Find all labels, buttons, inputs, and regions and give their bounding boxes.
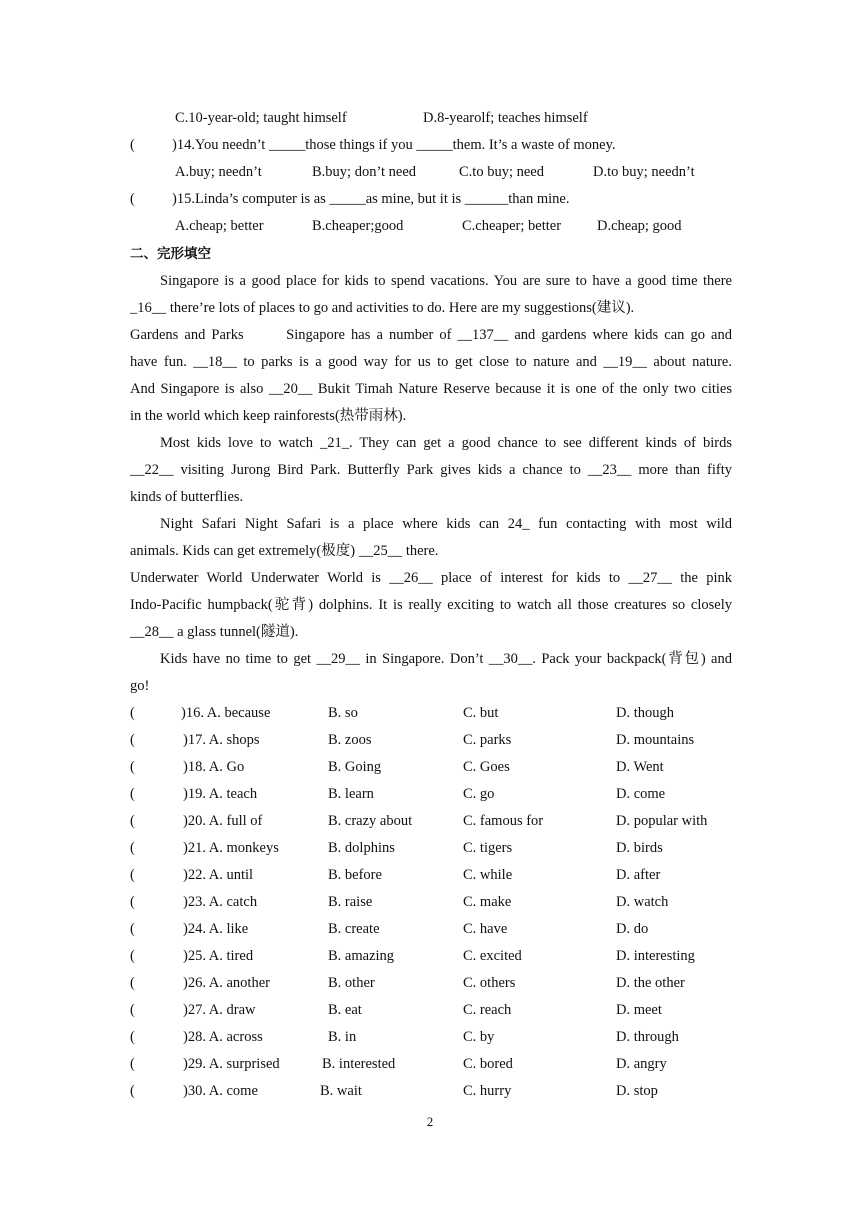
question-option-c: C. go	[463, 786, 495, 802]
question-row	[0, 1001, 860, 1019]
question-option-d: D. watch	[616, 894, 669, 910]
question-row	[0, 812, 860, 830]
question-option-d: D. interesting	[616, 948, 695, 964]
question-option-c: C. by	[463, 1029, 495, 1045]
question-option-a: )22. A. until	[183, 867, 254, 883]
question-row	[0, 785, 860, 803]
answer-paren: (	[130, 867, 135, 883]
question-option-b: B. before	[328, 867, 382, 883]
answer-paren: (	[130, 813, 135, 829]
question-option-a: )25. A. tired	[183, 948, 254, 964]
question-option-b: B. so	[328, 705, 358, 721]
answer-paren: (	[130, 786, 135, 802]
question-row	[0, 1028, 860, 1046]
q13-option-d: D.8-yearolf; teaches himself	[423, 110, 588, 126]
question-option-c: C. parks	[463, 732, 512, 748]
question-option-b: B. learn	[328, 786, 374, 802]
question-option-a: )23. A. catch	[183, 894, 258, 910]
question-row	[0, 758, 860, 776]
passage-line: _16__ there’re lots of places to go and activities to do. Here are my suggestions(建议).	[130, 300, 635, 316]
question-option-d: D. do	[616, 921, 649, 937]
q14-stem-row	[0, 136, 860, 154]
q14-stem: )14.You needn’t _____those things if you _____them. It’s a waste of money.	[172, 137, 616, 153]
question-option-d: D. after	[616, 867, 661, 883]
q13-option-c: C.10-year-old; taught himself	[175, 110, 347, 126]
question-option-c: C. have	[463, 921, 508, 937]
q14-option-b: B.buy; don’t need	[312, 164, 417, 180]
answer-paren: (	[130, 1029, 135, 1045]
passage-line: go!	[130, 678, 150, 694]
passage-line: Night Safari Night Safari is a place where kids can 24_ fun contacting with most wild	[160, 516, 732, 532]
question-option-d: D. birds	[616, 840, 663, 856]
question-option-b: B. wait	[320, 1083, 362, 1099]
q15-stem: )15.Linda’s computer is as _____as mine, but it is ______than mine.	[172, 191, 570, 207]
passage-line: animals. Kids can get extremely(极度) __25__ there.	[130, 543, 439, 559]
passage-line: Underwater World Underwater World is __26__ place of interest for kids to __27__ the pink	[130, 570, 732, 586]
passage-line: Indo-Pacific humpback(驼背) dolphins. It is really exciting to watch all those creatures so closely	[130, 597, 732, 613]
question-option-a: )19. A. teach	[183, 786, 258, 802]
question-option-d: D. Went	[616, 759, 664, 775]
question-option-b: B. amazing	[328, 948, 395, 964]
passage-line: in the world which keep rainforests(热带雨林).	[130, 408, 407, 424]
section-title: 二、完形填空	[130, 246, 211, 262]
passage-line: kinds of butterflies.	[130, 489, 244, 505]
question-option-c: C. while	[463, 867, 513, 883]
question-row	[0, 1055, 860, 1073]
question-option-d: D. meet	[616, 1002, 662, 1018]
passage-line: Most kids love to watch _21_. They can get a good chance to see different kinds of birds	[160, 435, 732, 451]
question-row	[0, 947, 860, 965]
q13-options	[0, 109, 860, 127]
passage-line: have fun. __18__ to parks is a good way for us to get close to nature and __19__ about nature.	[130, 354, 732, 370]
answer-paren: (	[130, 705, 135, 721]
answer-paren: (	[130, 1002, 135, 1018]
question-row	[0, 731, 860, 749]
question-option-a: )29. A. surprised	[183, 1056, 280, 1072]
question-option-c: C. famous for	[463, 813, 544, 829]
q15-option-a: A.cheap; better	[175, 218, 264, 234]
question-option-a: )21. A. monkeys	[183, 840, 279, 856]
question-row	[0, 974, 860, 992]
question-option-b: B. dolphins	[328, 840, 395, 856]
question-option-c: C. make	[463, 894, 512, 910]
question-option-a: )28. A. across	[183, 1029, 263, 1045]
question-row	[0, 704, 860, 722]
answer-paren: (	[130, 948, 135, 964]
question-row	[0, 893, 860, 911]
passage-line: __22__ visiting Jurong Bird Park. Butterfly Park gives kids a chance to __23__ more than fifty	[130, 462, 732, 478]
question-row	[0, 920, 860, 938]
question-row	[0, 1082, 860, 1100]
question-option-b: B. in	[328, 1029, 357, 1045]
question-option-d: D. through	[616, 1029, 679, 1045]
question-option-a: )27. A. draw	[183, 1002, 256, 1018]
answer-paren: (	[130, 1083, 135, 1099]
q14-options	[0, 163, 860, 181]
answer-paren: (	[130, 759, 135, 775]
question-option-c: C. hurry	[463, 1083, 512, 1099]
question-option-b: B. crazy about	[328, 813, 413, 829]
passage-line: Singapore is a good place for kids to spend vacations. You are sure to have a good time there	[160, 273, 732, 289]
question-row	[0, 866, 860, 884]
answer-paren: (	[130, 732, 135, 748]
answer-paren: (	[130, 840, 135, 856]
question-option-c: C. but	[463, 705, 499, 721]
question-option-d: D. come	[616, 786, 666, 802]
answer-paren: (	[130, 1056, 135, 1072]
question-option-c: C. bored	[463, 1056, 513, 1072]
question-option-b: B. Going	[328, 759, 382, 775]
question-option-c: C. others	[463, 975, 516, 991]
question-option-b: B. eat	[328, 1002, 362, 1018]
question-option-a: )20. A. full of	[183, 813, 263, 829]
passage-line: And Singapore is also __20__ Bukit Timah Nature Reserve because it is one of the only two cities	[130, 381, 732, 397]
question-option-d: D. the other	[616, 975, 685, 991]
q15-option-d: D.cheap; good	[597, 218, 682, 234]
question-option-a: )26. A. another	[183, 975, 270, 991]
question-option-d: D. angry	[616, 1056, 667, 1072]
q14-paren: (	[130, 137, 135, 153]
question-row	[0, 839, 860, 857]
question-option-b: B. interested	[322, 1056, 396, 1072]
page-number: 2	[426, 1114, 434, 1129]
answer-paren: (	[130, 921, 135, 937]
question-option-b: B. zoos	[328, 732, 372, 748]
question-option-d: D. though	[616, 705, 674, 721]
question-option-a: )16. A. because	[181, 705, 271, 721]
answer-paren: (	[130, 894, 135, 910]
q15-stem-row	[0, 190, 860, 208]
passage-line: Gardens and Parks Singapore has a number of __137__ and gardens where kids can go and	[130, 327, 732, 343]
q15-options	[0, 217, 860, 235]
q14-option-d: D.to buy; needn’t	[593, 164, 695, 180]
question-option-b: B. other	[328, 975, 375, 991]
q14-option-a: A.buy; needn’t	[175, 164, 262, 180]
passage-line: __28__ a glass tunnel(隧道).	[130, 624, 299, 640]
answer-paren: (	[130, 975, 135, 991]
question-option-c: C. tigers	[463, 840, 513, 856]
passage-line: Kids have no time to get __29__ in Singapore. Don’t __30__. Pack your backpack(背包) and	[160, 651, 732, 667]
question-option-a: )18. A. Go	[183, 759, 245, 775]
question-option-a: )24. A. like	[183, 921, 249, 937]
question-option-b: B. raise	[328, 894, 373, 910]
question-option-c: C. reach	[463, 1002, 512, 1018]
question-option-c: C. excited	[463, 948, 522, 964]
question-option-d: D. mountains	[616, 732, 695, 748]
q14-option-c: C.to buy; need	[459, 164, 544, 180]
question-option-c: C. Goes	[463, 759, 510, 775]
question-option-a: )30. A. come	[183, 1083, 258, 1099]
question-option-a: )17. A. shops	[183, 732, 260, 748]
question-option-b: B. create	[328, 921, 380, 937]
q15-option-b: B.cheaper;good	[312, 218, 404, 234]
question-option-d: D. popular with	[616, 813, 708, 829]
question-option-d: D. stop	[616, 1083, 658, 1099]
q15-option-c: C.cheaper; better	[462, 218, 562, 234]
q15-paren: (	[130, 191, 135, 207]
